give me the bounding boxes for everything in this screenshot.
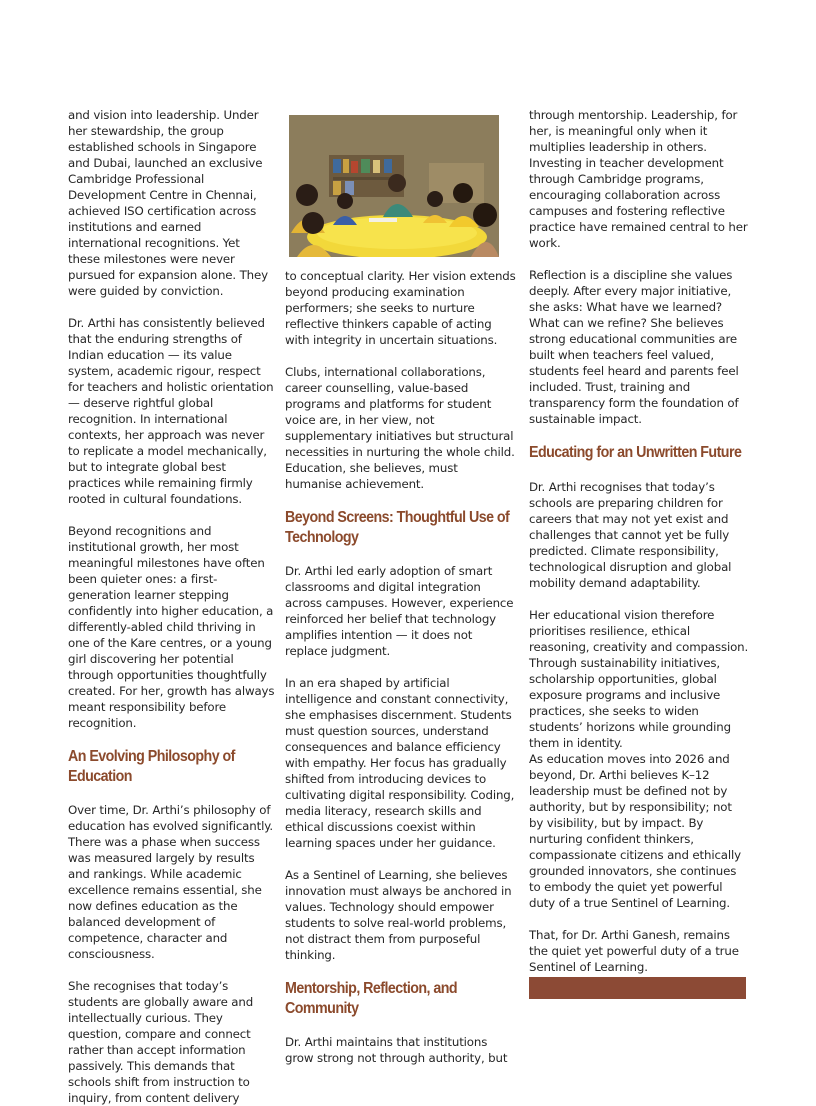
column-1 <box>68 107 275 1106</box>
column-2 <box>285 106 517 1066</box>
col3-paragraph-5: As education moves into 2026 and beyond, Dr. Arthi believes K–12 leadership must be defined not by authority, but by responsibility; not by visibility, but by impact. By nurturing confident thinkers, compassionate citizens and ethically grounded innovators, she continues to embody the quiet yet powerful duty of a true Sentinel of Learning. <box>529 751 741 910</box>
heading-beyond-screens: Beyond Screens: Thoughtful Use of Technology <box>285 509 510 546</box>
col3-paragraph-6: That, for Dr. Arthi Ganesh, remains the quiet yet powerful duty of a true Sentinel of Learning. <box>529 927 739 974</box>
col2-paragraph-6: Dr. Arthi maintains that institutions grow strong not through authority, but <box>285 1035 508 1065</box>
col1-paragraph-4: Over time, Dr. Arthi’s philosophy of education has evolved significantly. There was a phase when success was measured largely by results and rankings. While academic excellence remains essential, she now defines education as the balanced development of competence, character and consciousness. <box>68 803 273 961</box>
col2-paragraph-3: Dr. Arthi led early adoption of smart classrooms and digital integration across campuses. However, experience reinforced her belief that technology amplifies intention — it does not replace judgment. <box>285 564 514 658</box>
col1-paragraph-3: Beyond recognitions and institutional growth, her most meaningful milestones have often been quieter ones: a first-generation learner stepping confidently into higher education, a differently-abled child thriving in one of the Kare centres, or a young girl discovering her potential through opportunities thoughtfully created. For her, growth has always meant responsibility before recognition. <box>68 524 275 730</box>
heading-evolving-philosophy: An Evolving Philosophy of Education <box>68 748 235 785</box>
footer-color-bar <box>529 977 746 999</box>
col1-paragraph-1: and vision into leadership. Under her stewardship, the group established schools in Singapore and Dubai, launched an exclusive Cambridge Professional Development Centre in Chennai, achieved ISO certification across institutions and earned international recognitions. Yet these milestones were never pursued for expansion alone. They were guided by conviction. <box>68 108 268 298</box>
col2-paragraph-2: Clubs, international collaborations, career counselling, value-based programs and platforms for student voice are, in her view, not supplementary initiatives but structural necessities in nurturing the whole child. Education, she believes, must humanise achievement. <box>285 365 515 491</box>
col3-paragraph-2: Reflection is a discipline she values deeply. After every major initiative, she asks: What have we learned? What can we refine? She believes strong educational communities are built when teachers feel valued, students feel heard and parents feel included. Trust, training and transparency form the foundation of sustainable impact. <box>529 268 739 426</box>
col2-paragraph-1: to conceptual clarity. Her vision extends beyond producing examination performers; she seeks to nurture reflective thinkers capable of acting with integrity in uncertain situations. <box>285 269 516 347</box>
col2-paragraph-4: In an era shaped by artificial intelligence and constant connectivity, she emphasises discernment. Students must question sources, understand consequences and balance efficiency with empathy. Her focus has gradually shifted from introducing devices to cultivating digital responsibility. Coding, media literacy, research skills and ethical discussions coexist within learning spaces under her guidance. <box>285 676 515 850</box>
column-3 <box>529 107 749 975</box>
col3-paragraph-3: Dr. Arthi recognises that today’s schools are preparing children for careers that may not yet exist and challenges that cannot yet be fully predicted. Climate responsibility, technological disruption and global mobility demand adaptability. <box>529 479 732 590</box>
col2-paragraph-5: As a Sentinel of Learning, she believes innovation must always be anchored in values. Technology should empower students to solve real-world problems, not distract them from purposeful thinking. <box>285 868 512 962</box>
col1-paragraph-2: Dr. Arthi has consistently believed that the enduring strengths of Indian education — its value system, academic rigour, respect for teachers and holistic orientation — deserve rightful global recognition. In international contexts, her approach was never to replicate a model mechanically, but to integrate global best practices while remaining firmly rooted in cultural foundations. <box>68 316 274 506</box>
col1-paragraph-5: She recognises that today’s students are globally aware and intellectually curious. They question, compare and connect rather than accept information passively. This demands that schools shift from instruction to inquiry, from content delivery <box>68 979 254 1105</box>
classroom-illustration <box>289 115 499 257</box>
heading-mentorship: Mentorship, Reflection, and Community <box>285 980 458 1017</box>
col3-paragraph-4: Her educational vision therefore prioritises resilience, ethical reasoning, creativity and compassion. Through sustainability initiatives, scholarship opportunities, global exposure programs and inclusive practices, she seeks to widen students’ horizons while grounding them in identity. <box>529 607 749 750</box>
classroom-photo <box>289 115 499 257</box>
heading-unwritten-future: Educating for an Unwritten Future <box>529 444 742 461</box>
col3-paragraph-1: through mentorship. Leadership, for her, is meaningful only when it multiplies leadership in others. Investing in teacher development through Cambridge programs, encouraging collaboration across campuses and fostering reflective practice have remained central to her work. <box>529 108 748 250</box>
